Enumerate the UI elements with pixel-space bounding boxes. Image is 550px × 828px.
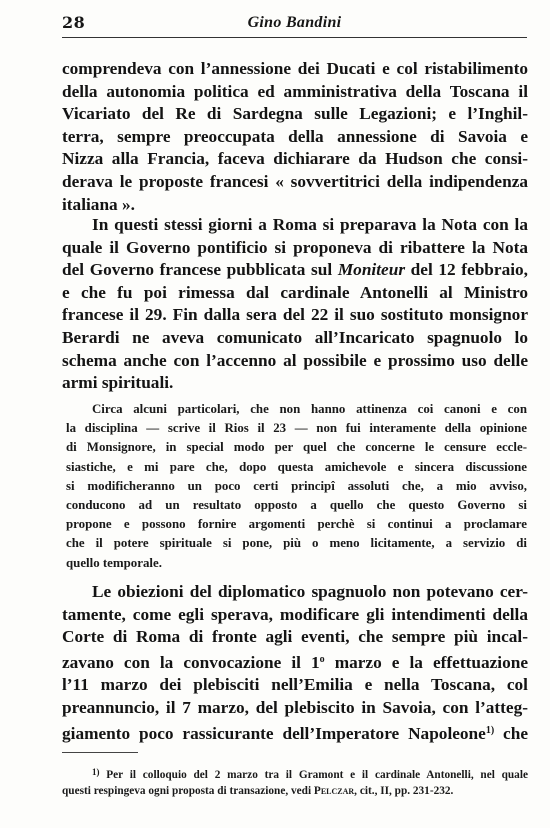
quote-line: che il potere spirituale si pone, più o meno licitamente, a servizio di — [66, 536, 527, 551]
footnote — [62, 764, 528, 799]
text-line: schema anche con l’accenno al possibile e prossimo uso delle — [62, 350, 528, 370]
footnote-marker: 1) — [92, 767, 100, 777]
footnote-reference: 1) — [485, 724, 495, 736]
text-fragment: , II, pp. 231-232. — [374, 785, 454, 797]
text-line: Nizza alla Francia, faceva dichiarare da Hudson che consi- — [62, 149, 528, 169]
quote-line: Circa alcuni particolari, che non hanno attinenza coi canoni e con — [92, 402, 527, 416]
quote-line: siastiche, e mi pare che, dopo questa amichevole e sincera discussione — [66, 459, 527, 474]
text-fragment: giamento poco rassicurante dell’Imperatore Napoleone — [62, 723, 486, 743]
paragraph-continued — [62, 58, 528, 216]
quote-line: la disciplina — scrive il Rios il 23 — non fui interamente della opinione — [66, 421, 527, 436]
text-line — [62, 259, 528, 282]
text-fragment: questi respingeva ogni proposta di transazione, vedi — [62, 785, 314, 797]
page-number: 28 — [62, 13, 86, 32]
ordinal-superscript: o — [319, 653, 325, 665]
footnote-line: questi respingeva ogni proposta di transazione, vedi Pelczar, cit., II, pp. 231-232. — [62, 785, 454, 797]
text-line: quale il Governo pontificio si proponeva di ribattere la Nota — [62, 237, 528, 257]
citation-abbrev: cit. — [359, 785, 375, 797]
text-line: italiana ». — [62, 194, 135, 214]
text-line: comprendeva con l’annessione dei Ducati e col ristabilimento — [62, 59, 528, 78]
paragraph-nota — [62, 214, 528, 395]
text-line: terra, sempre preoccupata della annessione di Savoia e — [62, 126, 528, 146]
text-line: l’11 marzo dei plebisciti nell’Emilia e nella Toscana, col — [62, 675, 528, 695]
page-header — [62, 13, 527, 35]
newspaper-title: Moniteur — [337, 260, 406, 280]
running-head: Gino Bandini — [247, 14, 342, 31]
text-line: Le obiezioni del diplomatico spagnuolo non potevano cer- — [92, 582, 528, 601]
text-line: In questi stessi giorni a Roma si preparava la Nota con la — [92, 215, 528, 234]
quote-line: si modificheranno un poco certi principî assoluti che, a mio avviso, — [66, 478, 527, 493]
text-fragment: zavano con la convocazione il 1 — [62, 652, 320, 672]
footnote-line — [62, 764, 528, 783]
block-quote — [66, 400, 527, 573]
text-fragment: del 12 febbraio, — [405, 260, 528, 280]
text-fragment: marzo e la effettuazione — [324, 652, 528, 672]
text-line: francese il 29. Fin dalla sera del 22 il suo sostituto monsignor — [62, 305, 528, 325]
text-line: Corte di Roma di fronte agli eventi, che sempre più incal- — [62, 627, 528, 647]
paragraph-obiezioni — [62, 581, 528, 745]
quote-line: di Monsignore, in special modo per quel che concerne le censure eccle- — [66, 440, 527, 455]
text-fragment: Per il colloquio del 2 marzo tra il Gramont e il cardinale Antonelli, nel quale — [106, 769, 528, 781]
quote-line: quello temporale. — [66, 555, 162, 570]
text-line: Vicariato del Re di Sardegna sulle Legazioni; e l’Inghil- — [62, 104, 528, 124]
text-line: tamente, come egli sperava, modificare gli intendimenti della — [62, 604, 528, 624]
text-line — [62, 720, 528, 746]
text-line: armi spirituali. — [62, 373, 174, 393]
header-rule — [62, 37, 527, 38]
text-line: derava le proposte francesi « sovvertitrici della indipendenza — [62, 171, 528, 191]
quote-line: conducono ad un resultato opposto a quello che questo Governo si — [66, 498, 527, 513]
text-line: Berardi ne aveva comunicato all’Incaricato spagnuolo lo — [62, 327, 528, 347]
cited-author: Pelczar — [313, 785, 355, 797]
text-line: preannuncio, il 7 marzo, del plebiscito in Savoia, con l’atteg- — [62, 697, 528, 717]
text-fragment: che — [494, 723, 528, 743]
text-line: della autonomia politica ed amministrativa della Toscana il — [62, 81, 528, 101]
text-line — [62, 649, 528, 675]
footnote-rule — [62, 752, 138, 753]
text-fragment: del Governo francese pubblicata sul — [62, 260, 338, 280]
text-line: e che fu poi rimessa dal cardinale Antonelli al Ministro — [62, 282, 528, 302]
quote-line: propone e possono fornire argomenti perchè si continui a proclamare — [66, 517, 527, 532]
